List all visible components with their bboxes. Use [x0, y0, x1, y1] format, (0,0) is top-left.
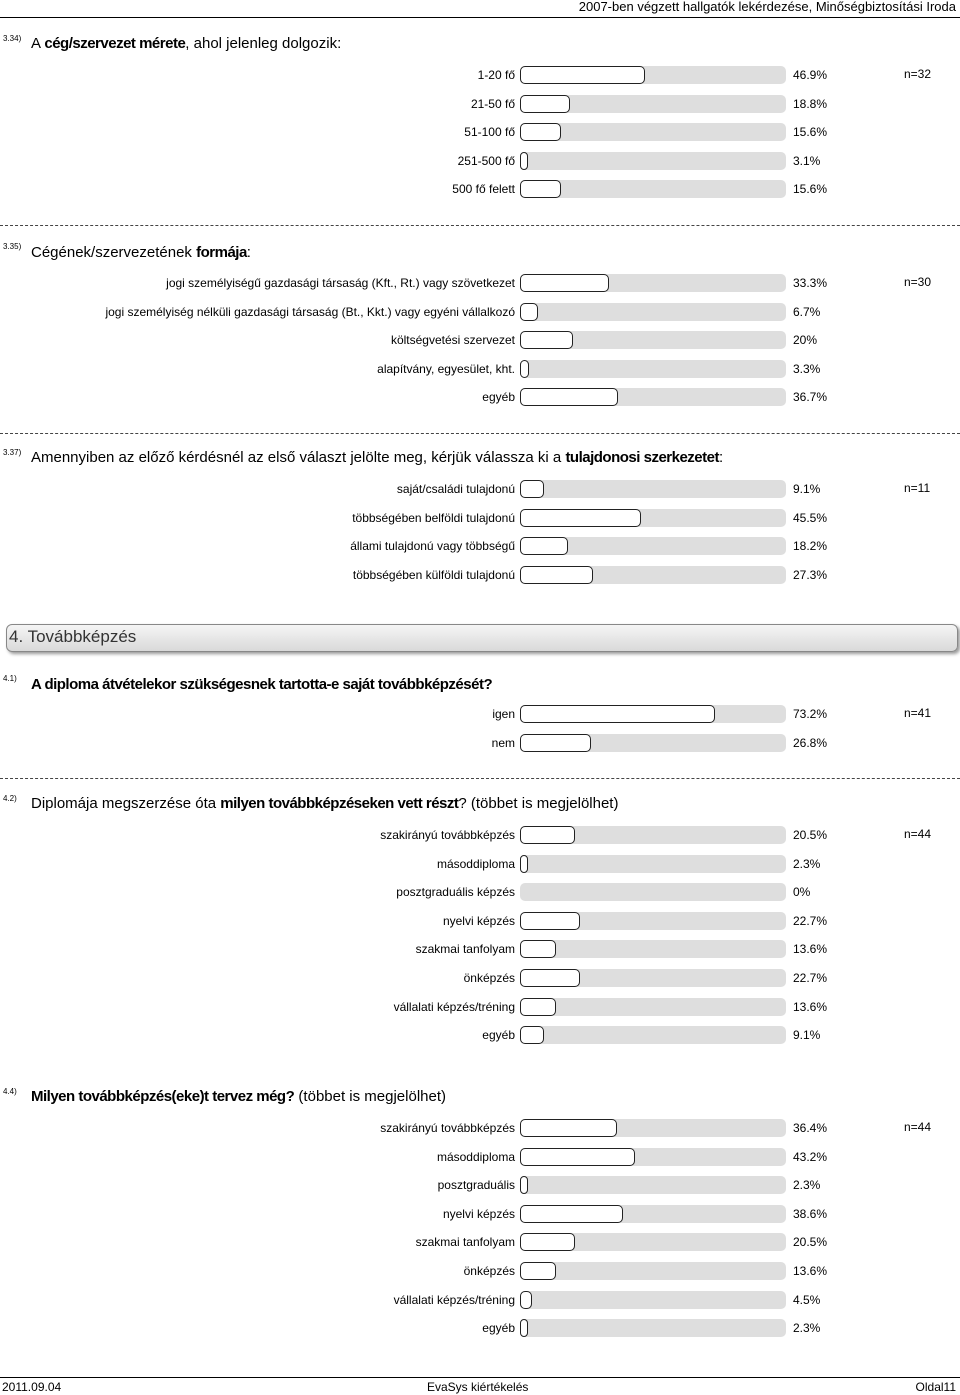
question-title — [31, 1088, 446, 1105]
question-title-suffix: , ahol jelenleg dolgozik: — [185, 35, 342, 52]
bar-fill — [520, 1148, 635, 1166]
option-label: szakmai tanfolyam — [415, 1235, 515, 1250]
bar-fill — [520, 66, 645, 84]
response-count: n=41 — [904, 706, 932, 720]
bar-fill — [520, 566, 593, 584]
question-separator — [0, 778, 960, 779]
bar-track — [520, 388, 786, 406]
bar-track — [520, 1148, 786, 1166]
bar-track — [520, 303, 786, 321]
bar-fill — [520, 303, 538, 321]
question-title — [31, 676, 492, 693]
bar-fill — [520, 331, 573, 349]
option-percent: 2.3% — [793, 856, 821, 871]
response-count: n=44 — [904, 1120, 932, 1134]
question-number: 4.1) — [3, 674, 17, 683]
bar-track — [520, 969, 786, 987]
bar-fill — [520, 1176, 528, 1194]
footer-page-number: Oldal11 — [915, 1380, 956, 1394]
bar-track — [520, 331, 786, 349]
question-title — [31, 244, 251, 261]
option-label: nyelvi képzés — [442, 913, 515, 928]
bar-fill — [520, 855, 528, 873]
bar-fill — [520, 734, 591, 752]
bar-track — [520, 123, 786, 141]
question-title-suffix: : — [718, 449, 724, 466]
question-number: 4.2) — [3, 794, 17, 803]
option-label: jogi személyiség nélküli gazdasági társaság (Bt., Kkt.) vagy egyéni vállalkozó — [105, 304, 515, 319]
bar-track — [520, 152, 786, 170]
bar-track — [520, 826, 786, 844]
bar-fill — [520, 912, 580, 930]
option-label: egyéb — [482, 1028, 515, 1043]
footer-date: 2011.09.04 — [2, 1380, 62, 1394]
bar-track — [520, 566, 786, 584]
response-count: n=44 — [904, 827, 932, 841]
option-percent: 18.2% — [793, 539, 828, 554]
option-percent: 43.2% — [793, 1149, 828, 1164]
option-percent: 15.6% — [793, 182, 828, 197]
footer-rule — [0, 1377, 960, 1378]
option-percent: 36.7% — [793, 390, 828, 405]
option-percent: 13.6% — [793, 1264, 828, 1278]
bar-track — [520, 1262, 786, 1280]
bar-track — [520, 66, 786, 84]
option-percent: 26.8% — [793, 735, 828, 750]
footer-center-label: EvaSys kiértékelés — [427, 1380, 529, 1394]
bar-track — [520, 1233, 786, 1251]
option-percent: 3.3% — [793, 361, 821, 376]
bar-track — [520, 1319, 786, 1337]
option-label: önképzés — [463, 1264, 515, 1278]
bar-track — [520, 180, 786, 198]
bar-track — [520, 274, 786, 292]
option-label: többségében külföldi tulajdonú — [352, 567, 515, 582]
bar-track — [520, 705, 786, 723]
option-percent: 20.5% — [793, 1235, 828, 1250]
question-title-suffix: : — [246, 244, 251, 261]
option-label: állami tulajdonú vagy többségű — [350, 539, 515, 554]
option-label: nyelvi képzés — [442, 1206, 515, 1221]
option-label: posztgraduális képzés — [396, 885, 515, 900]
question-title-text: Cégének/szervezetének — [31, 244, 197, 261]
bar-fill — [520, 1026, 544, 1044]
bar-track — [520, 998, 786, 1016]
bar-fill — [520, 1319, 528, 1337]
option-label: alapítvány, egyesület, kht. — [377, 361, 515, 376]
bar-track — [520, 883, 786, 901]
question-separator — [0, 225, 960, 226]
option-percent: 20.5% — [793, 828, 828, 842]
question-title-emphasis: formája — [196, 244, 247, 261]
option-label: szakmai tanfolyam — [415, 942, 515, 957]
question-title-emphasis: tulajdonosi szerkezetet — [565, 449, 719, 466]
option-label: vállalati képzés/tréning — [393, 999, 515, 1014]
option-percent: 9.1% — [793, 1028, 821, 1043]
question-title-text: Amennyiben az előző kérdésnél az első választ jelölte meg, kérjük válassza ki a — [31, 449, 566, 466]
question-number: 3.37) — [3, 448, 22, 457]
header-rule — [0, 17, 960, 18]
option-percent: 18.8% — [793, 96, 828, 111]
question-title — [31, 795, 618, 812]
option-percent: 73.2% — [793, 707, 828, 721]
bar-track — [520, 734, 786, 752]
option-label: egyéb — [482, 1321, 515, 1336]
bar-fill — [520, 705, 715, 723]
response-count: n=32 — [904, 67, 932, 81]
bar-fill — [520, 1233, 575, 1251]
question-title-suffix: (többet is megjelölhet) — [294, 1088, 447, 1105]
option-percent: 38.6% — [793, 1206, 828, 1221]
option-label: 1-20 fő — [477, 68, 515, 82]
question-title-emphasis: Milyen továbbképzés(eke)t tervez még? — [31, 1088, 295, 1105]
option-percent: 27.3% — [793, 567, 828, 582]
option-label: 500 fő felett — [452, 182, 515, 197]
bar-track — [520, 480, 786, 498]
bar-track — [520, 1205, 786, 1223]
option-percent: 45.5% — [793, 510, 828, 525]
bar-fill — [520, 480, 544, 498]
option-percent: 3.1% — [793, 153, 821, 168]
option-percent: 22.7% — [793, 913, 828, 928]
option-percent: 6.7% — [793, 304, 821, 319]
bar-fill — [520, 509, 641, 527]
bar-fill — [520, 1119, 617, 1137]
question-title-emphasis: cég/szervezet mérete — [44, 35, 186, 52]
option-percent: 20% — [793, 333, 818, 348]
bar-fill — [520, 123, 561, 141]
response-count: n=11 — [904, 481, 931, 495]
bar-fill — [520, 998, 556, 1016]
question-separator — [0, 433, 960, 434]
option-label: vállalati képzés/tréning — [393, 1292, 515, 1307]
section-title: 4. Továbbképzés — [9, 627, 137, 646]
option-percent: 36.4% — [793, 1121, 828, 1135]
bar-track — [520, 1026, 786, 1044]
question-number: 3.34) — [3, 34, 22, 43]
question-title-emphasis: A diploma átvételekor szükségesnek tartotta-e saját továbbképzését? — [31, 676, 493, 693]
question-title-text: Diplomája megszerzése óta — [31, 795, 221, 812]
bar-track — [520, 940, 786, 958]
bar-fill — [520, 969, 580, 987]
bar-fill — [520, 826, 575, 844]
option-label: költségvetési szervezet — [390, 333, 515, 348]
option-percent: 33.3% — [793, 276, 828, 290]
question-title — [31, 449, 723, 466]
option-label: posztgraduális — [437, 1178, 515, 1193]
question-title — [31, 35, 341, 52]
option-label: nem — [491, 735, 515, 750]
bar-fill — [520, 1205, 623, 1223]
option-label: másoddiploma — [436, 1149, 515, 1164]
bar-fill — [520, 537, 568, 555]
section-heading — [6, 624, 958, 652]
option-label: 251-500 fő — [457, 153, 515, 168]
bar-fill — [520, 940, 556, 958]
option-label: szakirányú továbbképzés — [380, 1121, 515, 1135]
option-percent: 13.6% — [793, 999, 828, 1014]
bar-track — [520, 1119, 786, 1137]
option-label: jogi személyiségű gazdasági társaság (Kft., Rt.) vagy szövetkezet — [166, 276, 515, 290]
question-number: 3.35) — [3, 242, 22, 251]
bar-track — [520, 360, 786, 378]
option-percent: 9.1% — [793, 482, 821, 496]
response-count: n=30 — [904, 275, 932, 289]
option-label: másoddiploma — [436, 856, 515, 871]
bar-track — [520, 912, 786, 930]
option-percent: 15.6% — [793, 125, 828, 140]
bar-track — [520, 95, 786, 113]
bar-track — [520, 1176, 786, 1194]
option-percent: 2.3% — [793, 1321, 821, 1336]
question-title-text: A — [31, 35, 45, 52]
bar-fill — [520, 1262, 556, 1280]
bar-track — [520, 1291, 786, 1309]
bar-fill — [520, 274, 609, 292]
option-label: szakirányú továbbképzés — [380, 828, 515, 842]
bar-track — [520, 509, 786, 527]
option-label: 21-50 fő — [470, 96, 515, 111]
bar-fill — [520, 152, 528, 170]
bar-track — [520, 537, 786, 555]
report-header-title: 2007-ben végzett hallgatók lekérdezése, Minőségbiztosítási Iroda — [578, 0, 956, 14]
option-percent: 4.5% — [793, 1292, 821, 1307]
option-label: igen — [492, 707, 515, 721]
question-number: 4.4) — [3, 1087, 17, 1096]
option-percent: 46.9% — [793, 68, 828, 82]
bar-fill — [520, 388, 618, 406]
bar-fill — [520, 360, 529, 378]
bar-fill — [520, 180, 561, 198]
option-percent: 22.7% — [793, 971, 828, 985]
bar-track — [520, 855, 786, 873]
option-label: többségében belföldi tulajdonú — [352, 510, 515, 525]
question-title-suffix: ? (többet is megjelölhet) — [458, 795, 619, 812]
option-percent: 2.3% — [793, 1178, 821, 1193]
option-label: saját/családi tulajdonú — [396, 482, 515, 496]
option-percent: 13.6% — [793, 942, 828, 957]
option-label: 51-100 fő — [464, 125, 515, 140]
option-label: egyéb — [482, 390, 515, 405]
option-label: önképzés — [463, 971, 515, 985]
bar-fill — [520, 95, 570, 113]
bar-fill — [520, 1291, 532, 1309]
option-percent: 0% — [793, 885, 811, 900]
question-title-emphasis: milyen továbbképzéseken vett részt — [220, 795, 459, 812]
